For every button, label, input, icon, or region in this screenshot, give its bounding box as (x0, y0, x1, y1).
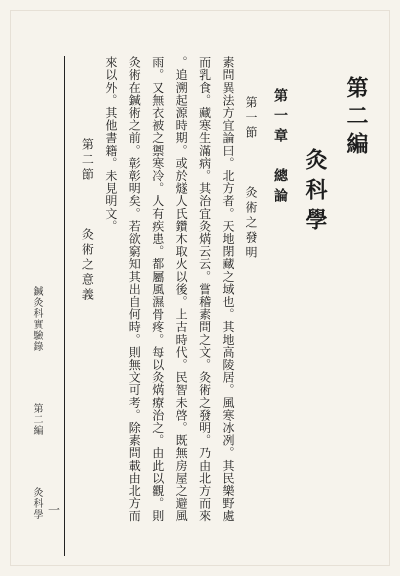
page-margin-header (30, 286, 42, 520)
vertical-text-body (72, 56, 372, 548)
text-column: 。追溯起源時期。或於燧人氏鑽木取火以後。上古時代。民智未啓。既無房屋之避風 (174, 56, 189, 523)
part-marker: 第二編 (31, 403, 42, 436)
text-column: 灸術在鍼術之前。彰彰明矣。若欲窮知其出自何時。則無文可考。除素問載由北方而 (127, 56, 142, 523)
section-heading (243, 56, 260, 548)
section2-gap (80, 183, 94, 228)
text-column: 雨。又無衣被之禦寒冷。人有疾患。都屬風濕骨疼。每以灸焫療治之。由此以觀。則 (150, 56, 165, 523)
margin-spacer (30, 372, 42, 383)
book-series-title: 鍼灸科實驗錄 (31, 286, 42, 352)
section2-name: 灸術之意義 (80, 228, 95, 303)
page-number: 一 (48, 503, 61, 517)
margin-spacer-2 (30, 456, 42, 467)
section-name: 灸術之發明 (244, 186, 258, 261)
text-column: 而乳食。藏寒生滿病。其治宜灸焫云云。嘗稽素問之文。灸術之發明。乃由北方而來 (197, 56, 212, 523)
subsection-heading (79, 56, 96, 548)
part-title: 第二編 (343, 76, 369, 160)
margin-rule (64, 56, 65, 556)
text-column: 素問異法方宜論曰。北方者。天地閉藏之域也。其地高陵居。風寒冰冽。其民樂野處 (221, 56, 235, 523)
section-label: 第一節 (244, 96, 258, 141)
section-gap (244, 141, 258, 186)
section2-label: 第二節 (80, 138, 95, 183)
chapter-marker: 灸科學 (31, 487, 42, 520)
text-column (72, 56, 73, 548)
chapter-title: 第一章 總論 (272, 88, 288, 208)
book-title: 灸科學 (302, 148, 328, 238)
text-column: 來以外。其他書籍。未見明文。 (103, 56, 118, 233)
